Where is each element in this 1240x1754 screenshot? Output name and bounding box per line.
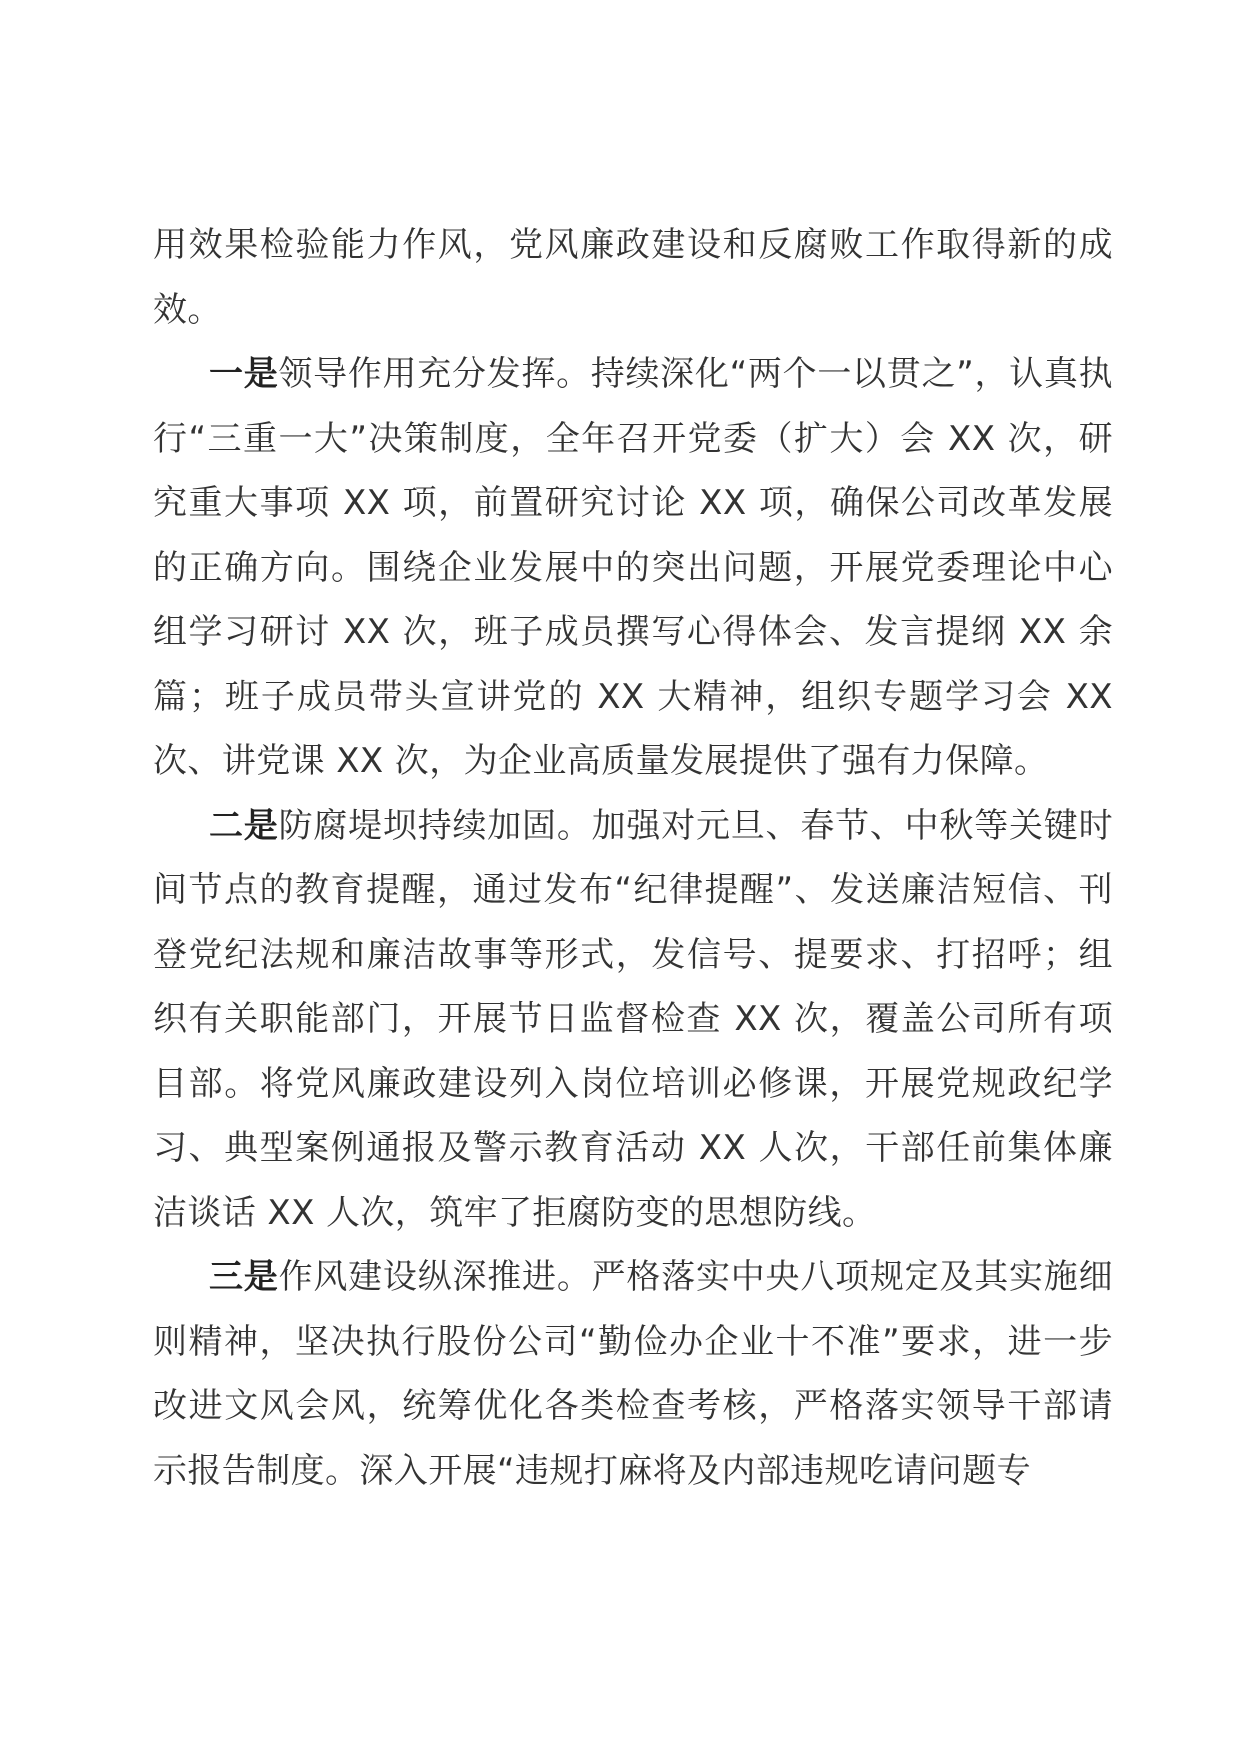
- paragraph-lead: 三是: [209, 1257, 279, 1297]
- paragraph-third-point: [153, 1245, 1113, 1503]
- paragraph-text: 用效果检验能力作风，党风廉政建设和反腐败工作取得新的成效。: [153, 225, 1113, 330]
- paragraph-lead: 一是: [209, 354, 279, 394]
- paragraph-first-point: [153, 342, 1113, 794]
- paragraph-lead: 二是: [209, 805, 279, 846]
- paragraph-text: 防腐堤坝持续加固。加强对元旦、春节、中秋等关键时间节点的教育提醒，通过发布“纪律提醒”、发送廉洁短信、刊登党纪法规和廉洁故事等形式，发信号、提要求、打招呼；组织有关职能部门，开展节日监督检查 XX 次，覆盖公司所有项目部。将党风廉政建设列入岗位培训必修课，开展党规政纪学习、典型案例通报及警示教育活动 XX 人次，干部任前集体廉洁谈话 XX 人次，筑牢了拒腐防变的思想防线。: [153, 805, 1113, 1233]
- paragraph-text: 领导作用充分发挥。持续深化“两个一以贯之”，认真执行“三重一大”决策制度，全年召开党委（扩大）会 XX 次，研究重大事项 XX 项，前置研究讨论 XX 项，确保公司改革发展的正确方向。围绕企业发展中的突出问题，开展党委理论中心组学习研讨 XX 次，班子成员撰写心得体会、发言提纲 XX 余篇；班子成员带头宣讲党的 XX 大精神，组织专题学习会 XX 次、讲党课 XX 次，为企业高质量发展提供了强有力保障。: [153, 354, 1113, 781]
- document-body: [153, 213, 1113, 1503]
- paragraph-second-point: [153, 794, 1113, 1246]
- paragraph-continuation: [153, 213, 1113, 342]
- paragraph-text: 作风建设纵深推进。严格落实中央八项规定及其实施细则精神，坚决执行股份公司“勤俭办企业十不准”要求，进一步改进文风会风，统筹优化各类检查考核，严格落实领导干部请示报告制度。深入开展“违规打麻将及内部违规吃请问题专: [153, 1257, 1113, 1491]
